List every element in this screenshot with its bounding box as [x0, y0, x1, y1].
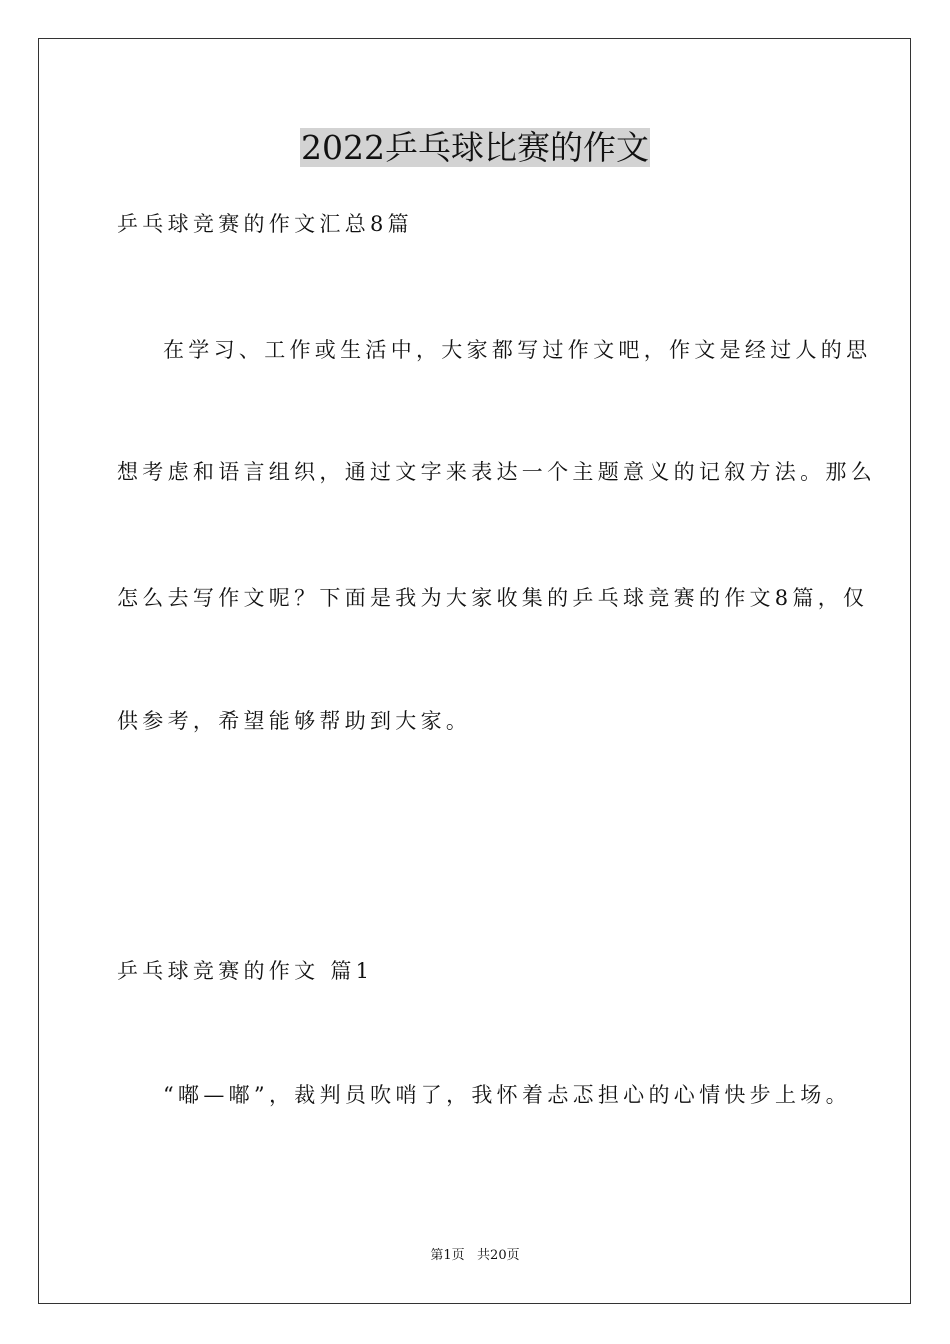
intro-line-1: 在学习、工作或生活中，大家都写过作文吧，作文是经过人的思 — [163, 338, 872, 362]
intro-line-4: 供参考，希望能够帮助到大家。 — [117, 709, 472, 733]
document-title — [0, 128, 950, 168]
page-footer: 第1页 共20页 — [430, 1248, 520, 1263]
section-heading: 乒乓球竞赛的作文 篇1 — [117, 959, 374, 983]
document-title-text: 2022乒乓球比赛的作文 — [301, 128, 649, 167]
document-subtitle: 乒乓球竞赛的作文汇总8篇 — [117, 212, 413, 236]
section-first-line: “嘟—嘟”，裁判员吹哨了，我怀着忐忑担心的心情快步上场。 — [163, 1083, 851, 1107]
intro-line-3: 怎么去写作文呢？下面是我为大家收集的乒乓球竞赛的作文8篇，仅 — [117, 586, 869, 610]
intro-line-2: 想考虑和语言组织，通过文字来表达一个主题意义的记叙方法。那么 — [117, 460, 876, 484]
